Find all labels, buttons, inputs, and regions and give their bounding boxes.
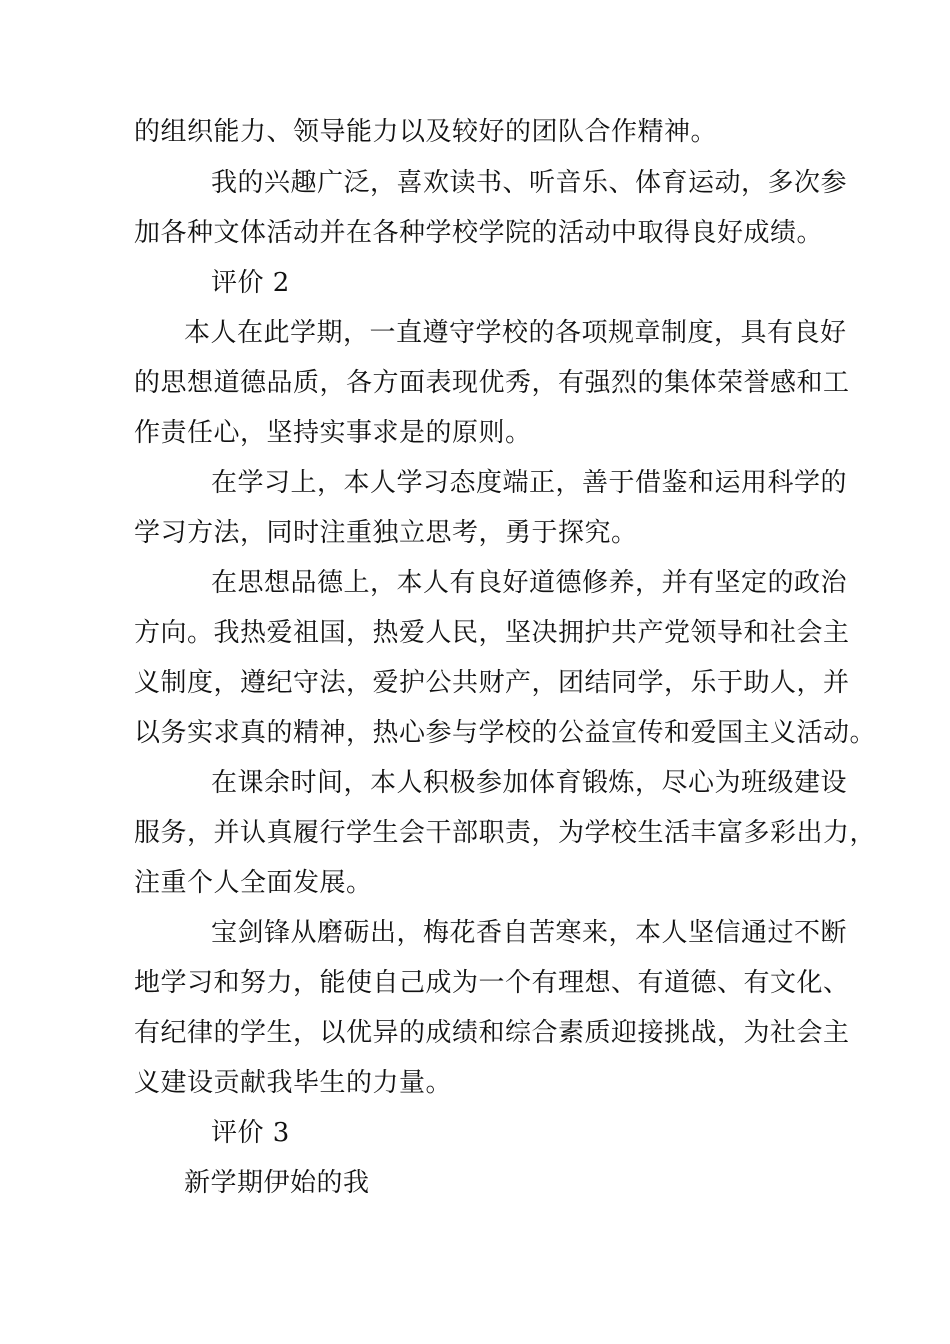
text-line: 宝剑锋从磨砺出，梅花香自苦寒来，本人坚信通过不断	[211, 918, 848, 948]
text-line: 以务实求真的精神，热心参与学校的公益宣传和爱国主义活动。	[134, 718, 877, 748]
section-heading: 评价 2	[211, 268, 290, 298]
text-line: 地学习和努力，能使自己成为一个有理想、有道德、有文化、	[134, 968, 850, 998]
text-line: 作责任心，坚持实事求是的原则。	[134, 418, 532, 448]
text-line: 新学期伊始的我	[184, 1168, 370, 1198]
text-line: 加各种文体活动并在各种学校学院的活动中取得良好成绩。	[134, 218, 824, 248]
text-line: 方向。我热爱祖国，热爱人民，坚决拥护共产党领导和社会主	[134, 618, 850, 648]
text-line: 有纪律的学生，以优异的成绩和综合素质迎接挑战，为社会主	[134, 1018, 850, 1048]
text-line: 义制度，遵纪守法，爱护公共财产，团结同学，乐于助人，并	[134, 668, 850, 698]
text-line: 注重个人全面发展。	[134, 868, 373, 898]
text-line: 本人在此学期，一直遵守学校的各项规章制度，具有良好	[184, 318, 847, 348]
text-line: 我的兴趣广泛，喜欢读书、听音乐、体育运动，多次参	[211, 168, 848, 198]
text-line: 的思想道德品质，各方面表现优秀，有强烈的集体荣誉感和工	[134, 368, 850, 398]
text-line: 在学习上，本人学习态度端正，善于借鉴和运用科学的	[211, 468, 848, 498]
text-line: 服务，并认真履行学生会干部职责，为学校生活丰富多彩出力，	[134, 818, 877, 848]
text-line: 在课余时间，本人积极参加体育锻炼，尽心为班级建设	[211, 768, 848, 798]
text-line: 的组织能力、领导能力以及较好的团队合作精神。	[134, 117, 718, 147]
text-line: 学习方法，同时注重独立思考，勇于探究。	[134, 518, 638, 548]
text-line: 义建设贡献我毕生的力量。	[134, 1068, 453, 1098]
text-line: 在思想品德上，本人有良好道德修养，并有坚定的政治	[211, 568, 848, 598]
section-heading: 评价 3	[211, 1118, 290, 1148]
